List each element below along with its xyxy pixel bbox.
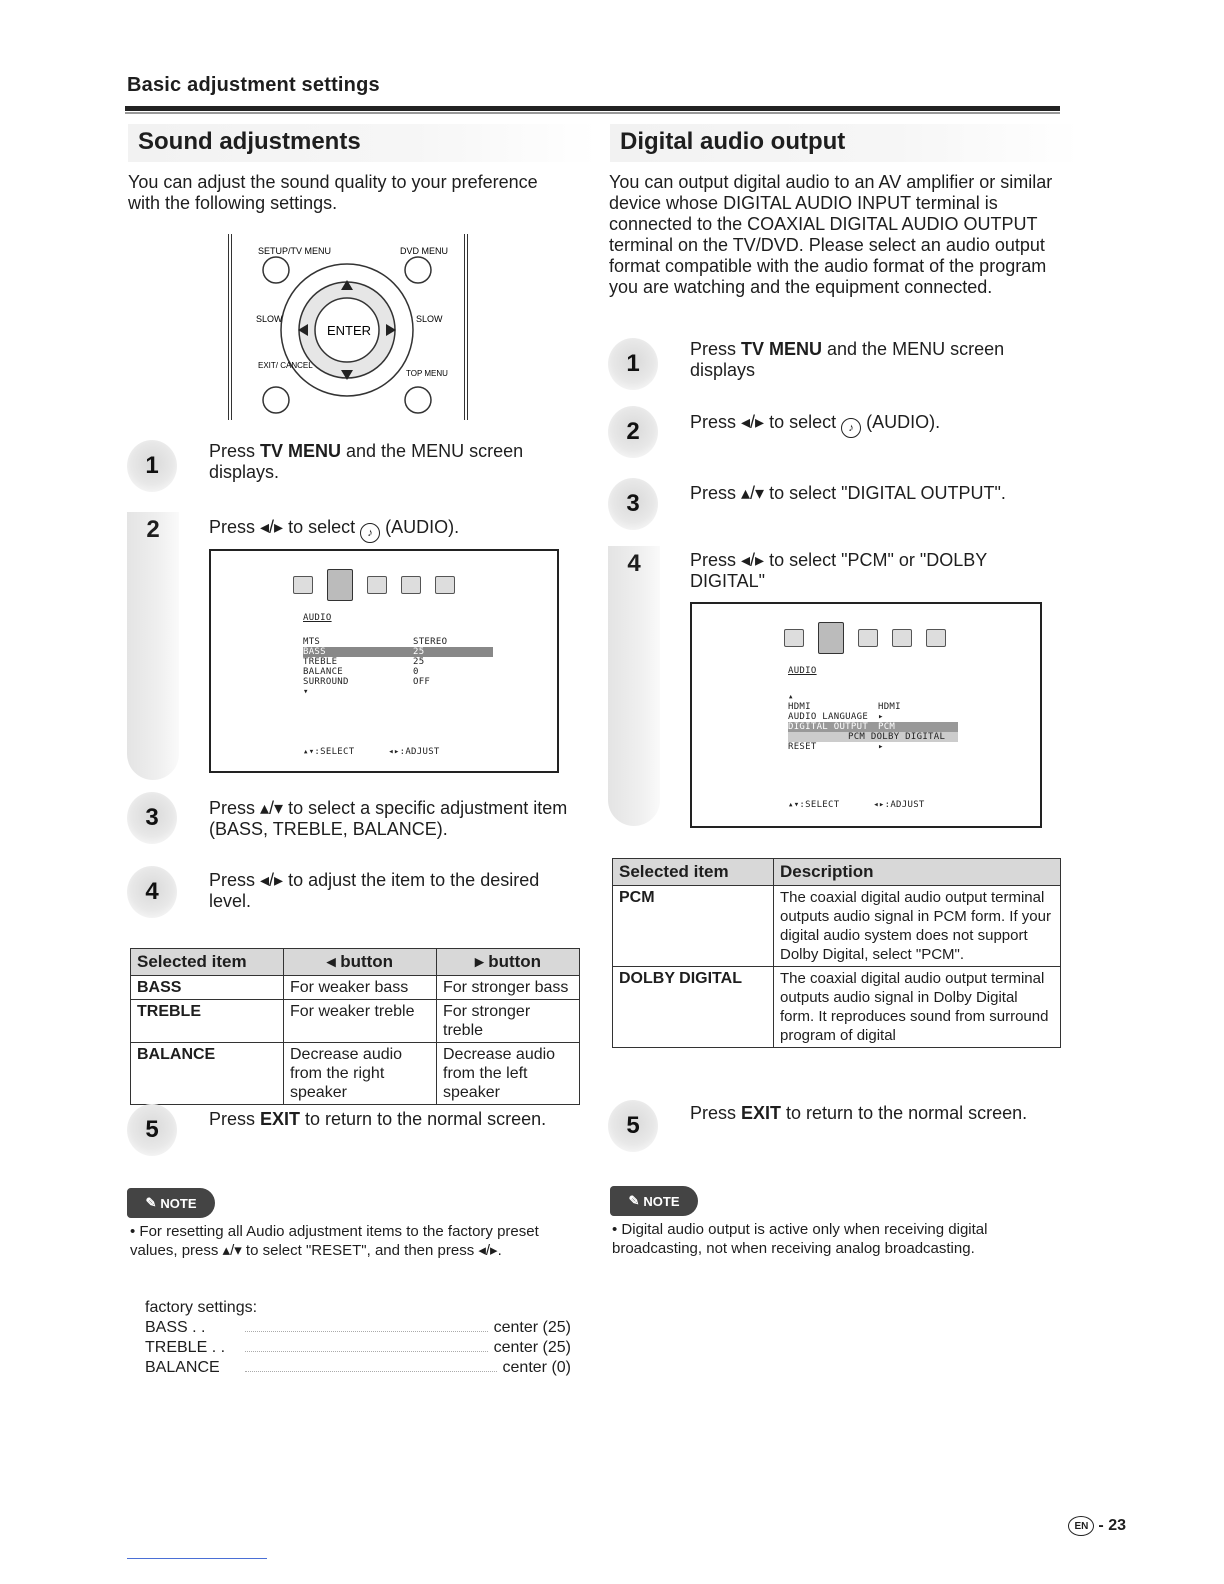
left-note-badge: [127, 1188, 215, 1218]
left-step-2-text: [209, 517, 549, 543]
table-row: [131, 1043, 580, 1105]
left-osd-footer: [303, 747, 440, 757]
right-osd-heading: AUDIO: [788, 666, 817, 676]
exit-cancel-text: EXIT/ CANCEL: [258, 361, 313, 370]
osd-digital-output-value: PCM: [878, 722, 896, 732]
right-step-5-badge: [608, 1100, 658, 1152]
right-step-1-text: [690, 339, 1050, 381]
osd-row-surround: [303, 677, 493, 687]
osd-balance-label: BALANCE: [303, 667, 344, 677]
col-selected-item: Selected item: [131, 949, 284, 976]
osd-surround-value: OFF: [413, 677, 431, 687]
right-step-2-badge: [608, 406, 658, 458]
table-cell: BALANCE: [131, 1043, 284, 1105]
left-step-5-text: [209, 1109, 569, 1130]
table-cell: TREBLE: [131, 1000, 284, 1043]
left-note-text: For resetting all Audio adjustment items to the factory preset values, press ▴/▾ to select "RESET", and then press ◂/▸.: [130, 1223, 539, 1259]
picture-icon: [784, 629, 804, 647]
osd-footer-select: ▴▾:SELECT: [788, 800, 840, 810]
menu-icon-row: [293, 569, 455, 601]
osd-digital-output-label: DIGITAL OUTPUT: [788, 722, 869, 732]
osd-down-arrow-icon: ▾: [303, 687, 309, 697]
osd-options-label: [788, 732, 848, 742]
osd-bass-label: BASS: [303, 647, 326, 657]
table-cell: For weaker bass: [284, 976, 437, 1000]
osd-up-arrow-icon: ▴: [788, 692, 794, 702]
right-step-5-post: to return to the normal screen.: [781, 1103, 1028, 1123]
table-row: [613, 886, 1061, 967]
left-osd-rows: [303, 637, 493, 697]
dot-leader: [245, 1318, 488, 1332]
factory-value: center (25): [493, 1339, 571, 1356]
osd-audio-language-value: ▸: [878, 712, 884, 722]
digital-audio-output-title: Digital audio output: [610, 124, 1080, 162]
table-cell: Decrease audio from the left speaker: [437, 1043, 580, 1105]
osd-hdmi-label: HDMI: [788, 702, 811, 712]
right-note-text: Digital audio output is active only when receiving digital broadcasting, not when receiving analog broadcasting.: [612, 1221, 988, 1257]
osd-row-treble: [303, 657, 493, 667]
slow-left-text: SLOW: [256, 314, 283, 324]
left-step-1-badge: [127, 440, 177, 492]
osd-row-audio-language: [788, 712, 958, 722]
col-left-button: ◂ button: [284, 949, 437, 976]
right-step-1-post: and the MENU screen displays: [690, 339, 1005, 380]
table-cell: The coaxial digital audio output terminal outputs audio signal in Dolby Digital form. It reproduces sound from surround program of digital: [774, 967, 1061, 1048]
right-step-5-number: 5: [626, 1112, 640, 1139]
setup-menu-text: SETUP/TV MENU: [258, 246, 332, 256]
sound-adjust-table: [130, 948, 580, 1105]
audio-tab-icon: [818, 622, 844, 654]
left-step-3-badge: [127, 792, 177, 844]
bullet-icon: •: [612, 1221, 622, 1238]
osd-surround-label: SURROUND: [303, 677, 349, 687]
right-step-1-pre: Press: [690, 339, 742, 359]
remote-illustration: [228, 234, 468, 420]
right-note-label: NOTE: [643, 1193, 680, 1209]
left-step-5-badge: [127, 1104, 177, 1156]
table-cell: The coaxial digital audio output terminal outputs audio signal in PCM form. If your digital audio system does not support Dolby Digital, select "PCM".: [774, 886, 1061, 967]
right-step-4-text: Press ◂/▸ to select "PCM" or "DOLBY DIGITAL": [690, 550, 987, 591]
osd-hdmi-value: HDMI: [878, 702, 901, 712]
table-cell: BASS: [131, 976, 284, 1000]
dot-leader: [245, 1358, 497, 1372]
page-number-text: - 23: [1098, 1517, 1126, 1534]
right-step-1-number: 1: [626, 350, 640, 377]
osd-treble-label: TREBLE: [303, 657, 338, 667]
left-step-5-post: to return to the normal screen.: [300, 1109, 547, 1129]
left-step-3-text: Press ▴/▾ to select a specific adjustment item (BASS, TREBLE, BALANCE).: [209, 798, 568, 839]
left-step-1-pre: Press: [209, 441, 261, 461]
left-step-4-number: 4: [145, 878, 159, 905]
right-step-2-text: [690, 412, 1050, 438]
right-step-4-number: 4: [627, 550, 641, 577]
slow-right-text: SLOW: [416, 314, 443, 324]
sound-intro: You can adjust the sound quality to your preference with the following settings.: [128, 172, 538, 213]
factory-label: TREBLE . .: [145, 1339, 226, 1356]
left-step-4-badge: [127, 866, 177, 918]
setup-icon: [858, 629, 878, 647]
audio-icon: ♪: [841, 418, 861, 438]
osd-row-mts: [303, 637, 493, 647]
factory-settings: [145, 1298, 571, 1378]
lock-icon: [401, 576, 421, 594]
left-step-2-post: (AUDIO).: [385, 517, 460, 537]
footer-line: [127, 1558, 267, 1559]
osd-row-bass: [303, 647, 493, 657]
bullet-icon: •: [130, 1223, 140, 1240]
osd-row-digital-output: [788, 722, 958, 732]
col-right-button: ▸ button: [437, 949, 580, 976]
osd-mts-label: MTS: [303, 637, 321, 647]
left-step-5-pre: Press: [209, 1109, 261, 1129]
table-cell: For stronger treble: [437, 1000, 580, 1043]
section-header: Basic adjustment settings: [127, 74, 380, 96]
factory-settings-title: factory settings:: [145, 1299, 258, 1316]
left-step-1-post: and the MENU screen displays.: [209, 441, 524, 482]
right-note-badge: [610, 1186, 698, 1216]
digital-output-table: [612, 858, 1061, 1048]
channel-icon: [926, 629, 946, 647]
right-step-3-number: 3: [626, 490, 640, 517]
osd-audio-language-label: AUDIO LANGUAGE: [788, 712, 869, 722]
sound-adjustments-title: Sound adjustments: [128, 124, 598, 162]
right-step-2-main: Press ◂/▸ to select: [690, 412, 837, 432]
dot-leader: [245, 1338, 488, 1352]
audio-icon: ♪: [360, 523, 380, 543]
channel-icon: [435, 576, 455, 594]
dvd-menu-text: DVD MENU: [400, 246, 449, 256]
header-rule-shadow: [125, 112, 1060, 114]
right-step-5-bold: EXIT: [741, 1103, 782, 1123]
right-step-3-text: Press ▴/▾ to select "DIGITAL OUTPUT".: [690, 483, 1006, 503]
left-note-item: [130, 1222, 560, 1260]
osd-reset-value: ▸: [878, 742, 884, 752]
osd-row-reset: [788, 742, 958, 752]
factory-row-bass: [145, 1318, 571, 1338]
osd-row-options: [788, 732, 958, 742]
osd-row-hdmi: [788, 702, 958, 712]
left-osd-heading: AUDIO: [303, 613, 332, 623]
right-step-4-badge: [608, 546, 660, 826]
table-cell: For weaker treble: [284, 1000, 437, 1043]
left-step-2-main: Press ◂/▸ to select: [209, 517, 356, 537]
right-step-1-badge: [608, 338, 658, 390]
osd-row-balance: [303, 667, 493, 677]
table-row: [131, 1000, 580, 1043]
osd-footer-select: ▴▾:SELECT: [303, 747, 355, 757]
osd-mts-value: STEREO: [413, 637, 448, 647]
table-cell: DOLBY DIGITAL: [613, 967, 774, 1048]
left-step-3-number: 3: [145, 804, 159, 831]
right-step-2-number: 2: [626, 418, 640, 445]
pencil-icon: ✎: [145, 1195, 157, 1210]
osd-treble-value: 25: [413, 657, 425, 667]
factory-value: center (25): [493, 1319, 571, 1336]
left-step-1-number: 1: [145, 452, 159, 479]
left-audio-menu-screen: [209, 549, 559, 773]
table-cell: PCM: [613, 886, 774, 967]
osd-options-value: PCM DOLBY DIGITAL: [848, 732, 946, 742]
factory-row-treble: [145, 1338, 571, 1358]
audio-tab-icon: [327, 569, 353, 601]
table-cell: Decrease audio from the right speaker: [284, 1043, 437, 1105]
osd-footer-adjust: ◂▸:ADJUST: [388, 747, 440, 757]
menu-icon-row: [784, 622, 946, 654]
osd-balance-value: 0: [413, 667, 419, 677]
right-audio-menu-screen: [690, 602, 1042, 828]
factory-value: center (0): [502, 1359, 571, 1376]
setup-icon: [367, 576, 387, 594]
top-menu-text: TOP MENU: [406, 369, 448, 378]
lock-icon: [892, 629, 912, 647]
language-badge: EN: [1068, 1516, 1094, 1536]
factory-row-balance: [145, 1358, 571, 1378]
right-osd-footer: [788, 800, 925, 810]
left-step-2-number: 2: [146, 516, 160, 543]
picture-icon: [293, 576, 313, 594]
left-step-2-badge: [127, 512, 179, 780]
header-rule: [125, 106, 1060, 111]
left-step-5-bold: EXIT: [260, 1109, 301, 1129]
right-step-2-post: (AUDIO).: [866, 412, 941, 432]
table-row: [613, 967, 1061, 1048]
right-osd-rows: [788, 692, 958, 752]
osd-footer-adjust: ◂▸:ADJUST: [873, 800, 925, 810]
right-step-5-text: [690, 1103, 1060, 1124]
table-cell: For stronger bass: [437, 976, 580, 1000]
right-note-item: [612, 1220, 1052, 1258]
pencil-icon: ✎: [628, 1193, 640, 1208]
left-step-1-text: [209, 441, 549, 483]
factory-label: BALANCE: [145, 1359, 220, 1376]
left-step-4-text: Press ◂/▸ to adjust the item to the desired level.: [209, 870, 540, 911]
col-description: Description: [774, 859, 1061, 886]
right-step-3-badge: [608, 478, 658, 530]
left-step-5-number: 5: [145, 1116, 159, 1143]
col-selected-item: Selected item: [613, 859, 774, 886]
factory-label: BASS . .: [145, 1319, 206, 1336]
page-number: [1068, 1516, 1126, 1536]
enter-text: ENTER: [327, 323, 372, 338]
table-row: [131, 976, 580, 1000]
osd-bass-value: 25: [413, 647, 425, 657]
remote-buttons-graphic: [232, 234, 464, 420]
left-note-label: NOTE: [160, 1195, 197, 1211]
left-step-1-bold: TV MENU: [260, 441, 342, 461]
digital-audio-intro: You can output digital audio to an AV amplifier or similar device whose DIGITAL AUDIO INPUT terminal is connected to the COAXIAL DIGITAL AUDIO OUTPUT terminal on the TV/DVD. Please select an audio output format compatible with the audio format of the program you are watching and the equipment connected.: [609, 172, 1053, 297]
right-step-1-bold: TV MENU: [741, 339, 823, 359]
right-step-5-pre: Press: [690, 1103, 742, 1123]
osd-reset-label: RESET: [788, 742, 817, 752]
